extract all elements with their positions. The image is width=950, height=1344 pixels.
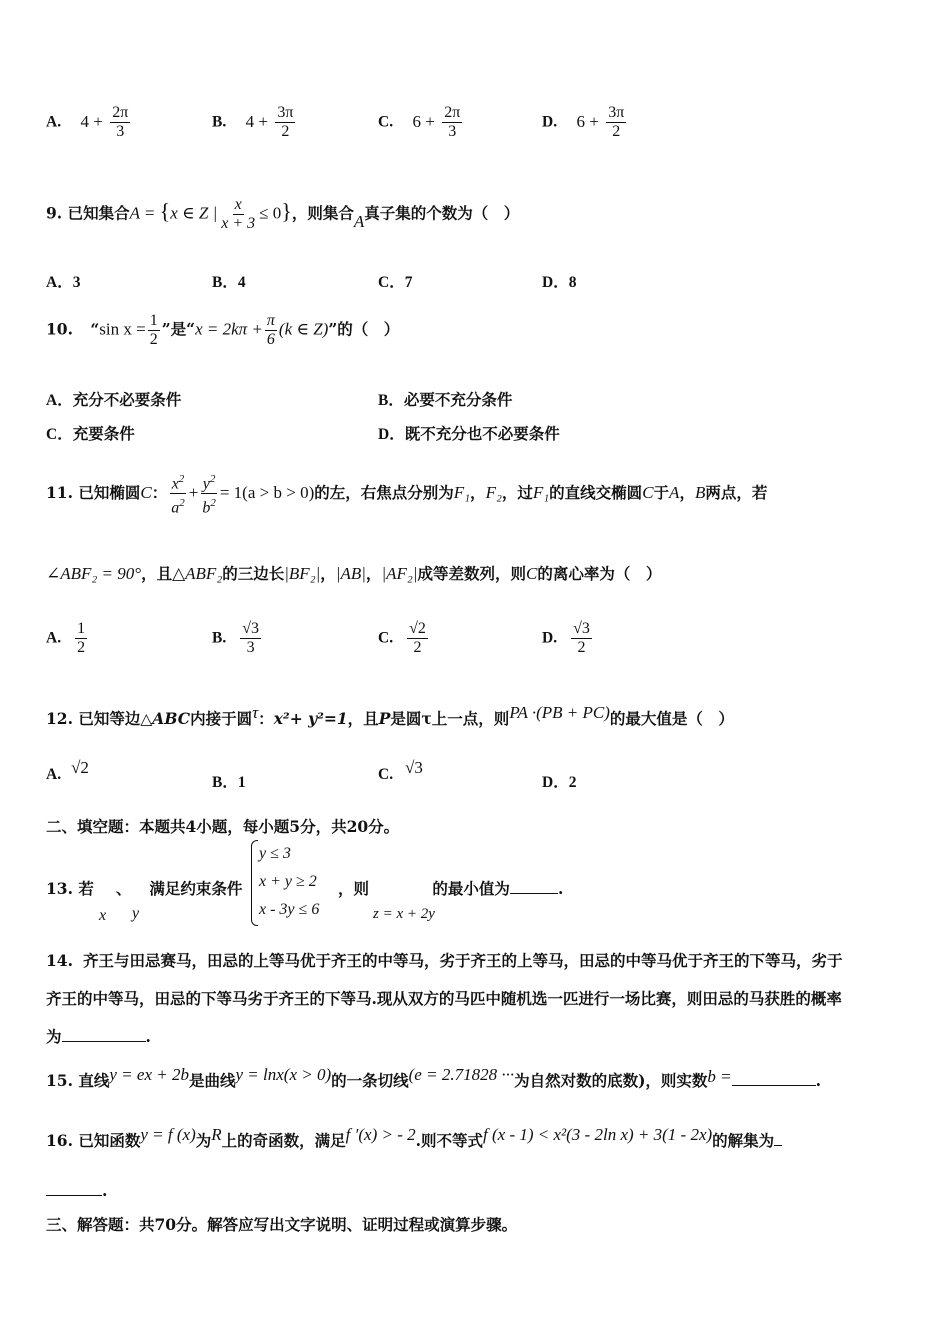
answer-blank[interactable] [510, 879, 558, 894]
question-15: 15. 直线y = ex + 2b是曲线y = lnx(x > 0)的一条切线(e = 2.71828 ···为自然对数的底数)，则实数b = . [46, 1065, 822, 1090]
question-13: 13. 若 、 满足约束条件 [46, 879, 243, 898]
question-14-line-1: 14. 齐王与田忌赛马，田忌的上等马优于齐王的中等马，劣于齐王的上等马，田忌的中等马优于齐王的下等马，劣于 [46, 951, 843, 970]
option-label: D. [542, 113, 558, 131]
q9-option-b[interactable]: B．4 [212, 274, 246, 291]
q11-option-b[interactable]: B. $\frac{√3}{3}$ [212, 620, 259, 656]
q10-option-a[interactable]: A．充分不必要条件 [46, 390, 182, 409]
q9-option-c[interactable]: C．7 [378, 274, 413, 291]
question-11-line-1: 11. 已知椭圆C： $\frac{x^2}{a^2}$ + $\frac{y^2}{b^2}$ = 1(a > b > 0)的左，右焦点分别为F₁，F₂，过F₁的直线交椭圆C于A，B两点，若 [46, 470, 767, 518]
var-x: x [99, 907, 107, 924]
q8-option-d[interactable]: D. 6 + $\frac{3\pi}{2}$ [542, 104, 625, 140]
answer-blank[interactable] [62, 1027, 146, 1042]
answer-blank[interactable] [732, 1071, 816, 1086]
q9-option-d[interactable]: D．8 [542, 274, 577, 291]
option-label: B. [212, 113, 227, 131]
option-label: A. [46, 113, 62, 131]
q12-option-c[interactable]: C. √3 [378, 758, 423, 783]
q11-option-d[interactable]: D. $\frac{√3}{2}$ [542, 620, 590, 656]
q12-option-a[interactable]: A. √2 [46, 758, 89, 783]
objective-z: z = x + 2y [373, 906, 435, 922]
question-16-line-2: . [46, 1180, 107, 1202]
question-10: 10. “sin x = $\frac{1}{2}$ ”是“x = 2kπ + $\frac{\pi}{6}$ (k ∈ Z)”的（ ） [46, 312, 400, 348]
question-14-line-2: 齐王的中等马，田忌的下等马劣于齐王的下等马.现从双方的马匹中随机选一匹进行一场比赛，则田忌的马获胜的概率 [46, 989, 842, 1008]
option-label: C. [378, 113, 394, 131]
question-14-line-3: 为 . [46, 1027, 151, 1046]
q9-option-a[interactable]: A．3 [46, 274, 81, 291]
q10-option-b[interactable]: B．必要不充分条件 [378, 390, 513, 409]
answer-blank-start[interactable] [774, 1131, 782, 1146]
q11-option-c[interactable]: C. $\frac{√2}{2}$ [378, 620, 426, 656]
q12-option-d[interactable]: D．2 [542, 774, 577, 791]
q10-option-c[interactable]: C．充要条件 [46, 424, 135, 443]
answer-blank[interactable] [46, 1181, 102, 1196]
q12-option-b[interactable]: B．1 [212, 774, 246, 791]
question-12: 12. 已知等边△ABC内接于圆τ：x²+ y²=1，且P是圆τ上一点，则PA ·(PB + PC)的最大值是（ ） [46, 703, 734, 728]
q8-option-b[interactable]: B. 4 + $\frac{3\pi}{2}$ [212, 104, 294, 140]
question-16: 16. 已知函数y = f (x)为R上的奇函数，满足f ′(x) > - 2.则不等式f (x - 1) < x²(3 - 2ln x) + 3(1 - 2x)的解集为 [46, 1130, 782, 1152]
q11-option-a[interactable]: A. $\frac{1}{2}$ [46, 620, 86, 656]
q13-tail: ，则 的最小值为 . [338, 879, 564, 898]
section-3-heading: 三、解答题：共70分。解答应写出文字说明、证明过程或演算步骤。 [46, 1215, 518, 1234]
question-11-line-2: ∠ABF₂ = 90°，且△ABF₂的三边长|BF₂|，|AB|，|AF₂|成等差数列，则C的离心率为（ ） [46, 564, 662, 583]
question-9: 9. 已知集合A = {x ∈ Z | $\frac{x}{x + 3}$ ≤ 0}，则集合A真子集的个数为（ ） [46, 196, 520, 232]
section-2-heading: 二、填空题：本题共4小题，每小题5分，共20分。 [46, 817, 400, 836]
q10-option-d[interactable]: D．既不充分也不必要条件 [378, 424, 560, 443]
q8-option-a[interactable]: A. 4 + $\frac{2\pi}{3}$ [46, 104, 129, 140]
q8-option-c[interactable]: C. 6 + $\frac{2\pi}{3}$ [378, 104, 461, 140]
constraint-system: y ≤ 3 x + y ≥ 2 x - 3y ≤ 6 [251, 840, 319, 926]
var-y: y [132, 905, 140, 922]
